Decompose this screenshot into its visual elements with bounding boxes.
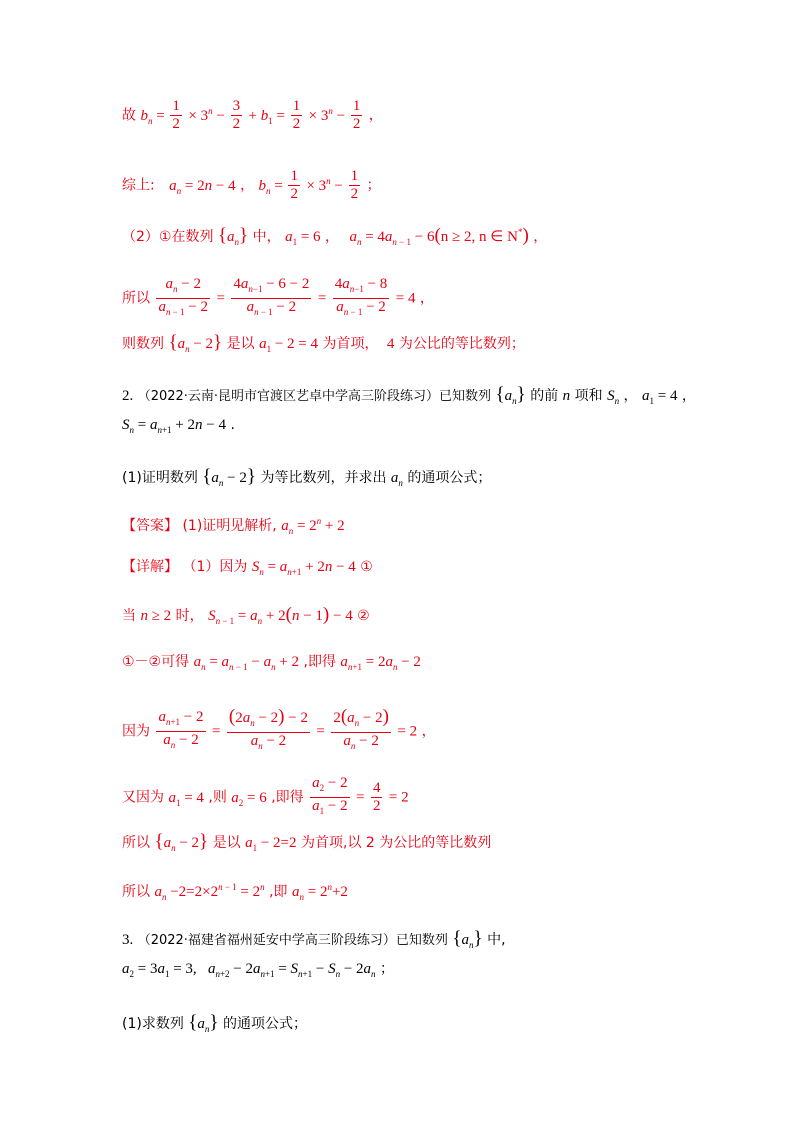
question-3-part1: (1)求数列 $\{a_n\}$ 的通项公式； (122, 1012, 307, 1034)
question-2-stem: 2. （2022·云南·昆明市官渡区艺卓中学高三阶段练习）已知数列 $\{a_n\}$ 的前 n 项和 $S_n$ ， $a_1 = 4$ ， (122, 384, 696, 406)
answer-line: 【答案】 (1)证明见解析, $a_n = 2^n + 2$ (122, 516, 345, 536)
detail-line-7: 所以 $a_n -2=2\times 2^{n - 1} = 2^n$ ,即 $a_n = 2^n+2$ (122, 882, 348, 902)
solution-line-ratio: 所以 $\frac{a_n - 2}{a_{n - 1} - 2}$ = $\frac{4a_{n-1} - 6 - 2}{a_{n - 1} - 2}$ = $\frac{4a_{n-1} - 8}{a_{n - 1} - 2}$ = 4 ， (122, 276, 434, 317)
detail-line-4: 因为 $\frac{a_{n+1} - 2}{a_n - 2}$ = $\frac{(2a_n - 2) - 2}{a_n - 2}$ = $\frac{2(a_n - 2)}{a_n - 2}$ = 2 ， (122, 706, 436, 751)
question-3-condition: $a_2 = 3a_1 = 3$, $a_{n+2} - 2a_{n+1} = S_{n+1} - S_n - 2a_n$ ； (122, 961, 394, 979)
solution-line-conclusion: 则数列 $\{a_n - 2\}$ 是以 $a_1 - 2 = 4$ 为首项， 4 为公比的等比数列； (122, 332, 525, 354)
detail-line-6: 所以 $\{a_n - 2\}$ 是以 $a_1 - 2=2$ 为首项,以 2 为公比的等比数列 (122, 831, 492, 853)
detail-line-2: 当 n ≥ 2 时， $S_{n - 1} = a_n + 2(n - 1) - 4$ ② (122, 604, 370, 626)
solution-line-part2: （2）①在数列 $\{a_n\}$ 中， $a_1 = 6$ ， $a_n = 4a_{n - 1} - 6(n \ge 2$, n ∈ N*) ， (122, 225, 548, 247)
question-2-condition: $S_n = a_{n+1} + 2n - 4$ . (122, 417, 235, 435)
detail-line-3: ①－②可得 $a_n = a_{n - 1} - a_n + 2$ ,即得 $a_{n+1} = 2a_n - 2$ (122, 654, 421, 672)
solution-line-b-formula: 故 $b_n$ = $\frac{1}{2}$ × $3^n$ − $\frac{3}{2}$ + $b_1$ = $\frac{1}{2}$ × $3^n$ − $\frac{1}{2}$ ， (122, 98, 383, 132)
detail-line-5: 又因为 $a_1 = 4$ ,则 $a_2 = 6$ ,即得 $\frac{a_2 - 2}{a_1 - 2}$ = $\frac{4}{2}$ = 2 (122, 775, 409, 816)
question-3-stem: 3. （2022·福建省福州延安中学高三阶段练习）已知数列 $\{a_n\}$ 中, (122, 928, 506, 950)
detail-line-1: 【详解】 （1）因为 $S_n = a_{n+1} + 2n - 4$ ① (122, 559, 373, 577)
solution-line-summary: 综上: $a_n = 2n - 4$ ， $b_n$ = $\frac{1}{2}$ × $3^n$ − $\frac{1}{2}$ ； (122, 168, 381, 202)
question-2-part1: (1)证明数列 $\{a_n - 2\}$ 为等比数列，并求出 $a_n$ 的通项公式； (122, 466, 492, 488)
